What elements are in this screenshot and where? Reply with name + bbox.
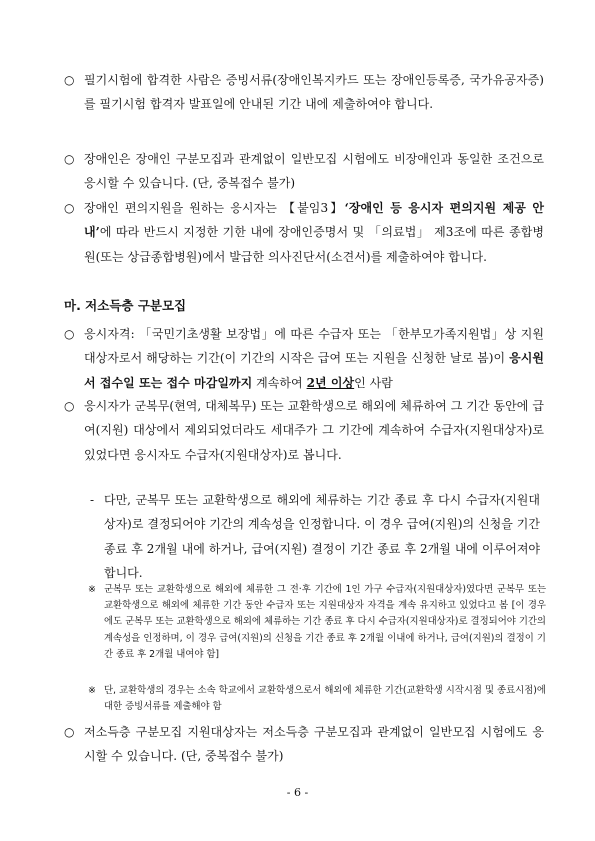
text-run-bold: 응시원서 접수일 또는 접수 마감일까지 xyxy=(84,351,544,390)
circle-bullet-icon: ○ xyxy=(64,725,75,739)
note-text: 단, 교환학생의 경우는 소속 학교에서 교환학생으로서 해외에 체류한 기간(교환학생 시작시점 및 종료시점)에 대한 증빙서류를 제출해야 함 xyxy=(104,685,546,713)
bullet-disability-accommodation xyxy=(64,196,544,269)
reference-mark-icon: ※ xyxy=(88,584,96,595)
text-run: 계속하여 xyxy=(252,375,307,390)
text-run: 장애인 편의지원을 원하는 응시자는 【붙임3】 xyxy=(84,201,345,215)
circle-bullet-icon: ○ xyxy=(64,201,75,215)
circle-bullet-icon: ○ xyxy=(64,73,75,87)
reference-mark-icon: ※ xyxy=(88,685,96,696)
dash-bullet-icon: - xyxy=(90,493,95,507)
note-single-household xyxy=(88,582,546,663)
circle-bullet-icon: ○ xyxy=(64,327,75,341)
bullet-low-income-general-exam xyxy=(64,720,544,769)
bullet-text xyxy=(84,68,544,117)
circle-bullet-icon: ○ xyxy=(64,399,75,413)
bullet-text: 저소득층 구분모집 지원대상자는 저소득층 구분모집과 관계없이 일반모집 시험에도 응시할 수 있습니다. (단, 중복접수 불가) xyxy=(84,725,544,764)
text-run: 응시자가 군복무(현역, 대체복무) 또는 교환학생으로 해외에 체류하여 그 기간 동안에 급여(지원) 대상에서 제외되었더라도 세대주가 그 기간에 계속하여 수급자(지원대상자)로 있었다면 응시자도 수급자(지원대상자)로 봅니다. xyxy=(84,399,544,462)
text-run: 인 사람 xyxy=(354,375,393,390)
bullet-text xyxy=(84,196,544,269)
note-exchange-student xyxy=(88,683,546,715)
text-run-underlined: 2년 이상 xyxy=(306,375,355,390)
section-heading: 마. 저소득층 구분모집 xyxy=(64,298,187,313)
text-run-bold: ‘장애인 등 응시자 편의지원 제공 안내’ xyxy=(84,201,544,240)
bullet-eligibility xyxy=(64,322,544,395)
bullet-military-exchange xyxy=(64,394,544,467)
note-text: 군복무 또는 교환학생으로 해외에 체류한 그 전·후 기간에 1인 가구 수급자(지원대상자)였다면 군복무 또는 교환학생으로 해외에 체류한 기간 동안 수급자 또는 지원대상자 자격을 계속 유지하고 있었다고 봄 [이 경우에도 군복무 또는 교환학생으로 해외에 체류하는 기간 종료 후 다시 수급자(지원대상자)로 결정되어야 기간의 계속성을 인정하며, 이 경우 급여(지원)의 신청을 기간 종료 후 2개월 이내에 하거나, 급여(지원)의 결정이 기간 종료 후 2개월 내여야 함] xyxy=(104,584,546,660)
text-run: 에 따라 반드시 지정한 기한 내에 장애인증명서 및 「의료법」 제3조에 따른 종합병원(또는 상급종합병원)에서 발급한 의사진단서(소견서)를 제출하여야 합니다. xyxy=(84,225,544,264)
text-run: 필기시험에 합격한 사람은 증빙서류(장애인복지카드 또는 장애인등록증, 국가유공자증)를 필기시험 합격자 발표일에 안내된 기간 내에 제출하여야 합니다. xyxy=(84,73,544,112)
circle-bullet-icon: ○ xyxy=(64,152,75,166)
text-run: 장애인은 장애인 구분모집과 관계없이 일반모집 시험에도 비장애인과 동일한 조건으로 응시할 수 있습니다. (단, 중복접수 불가) xyxy=(84,152,544,191)
bullet-text xyxy=(84,147,544,196)
dash-text: 다만, 군복무 또는 교환학생으로 해외에 체류하는 기간 종료 후 다시 수급자(지원대상자)로 결정되어야 기간의 계속성을 인정합니다. 이 경우 급여(지원)의 신청을 기간 종료 후 2개월 내에 하거나, 급여(지원) 결정이 기간 종료 후 2개월 내에 이루어져야 합니다. xyxy=(104,493,540,581)
bullet-text xyxy=(84,322,544,395)
bullet-written-exam-documents xyxy=(64,68,544,117)
dash-item-continuity xyxy=(90,488,540,586)
bullet-text xyxy=(84,394,544,467)
page-number: - 6 - xyxy=(286,786,309,799)
text-run: 응시자격: 「국민기초생활 보장법」에 따른 수급자 또는 「한부모가족지원법」상 지원대상자로서 해당하는 기간(이 기간의 시작은 급여 또는 지원을 신청한 날로 봄)이 xyxy=(84,327,544,366)
bullet-disabled-general-exam xyxy=(64,147,544,196)
